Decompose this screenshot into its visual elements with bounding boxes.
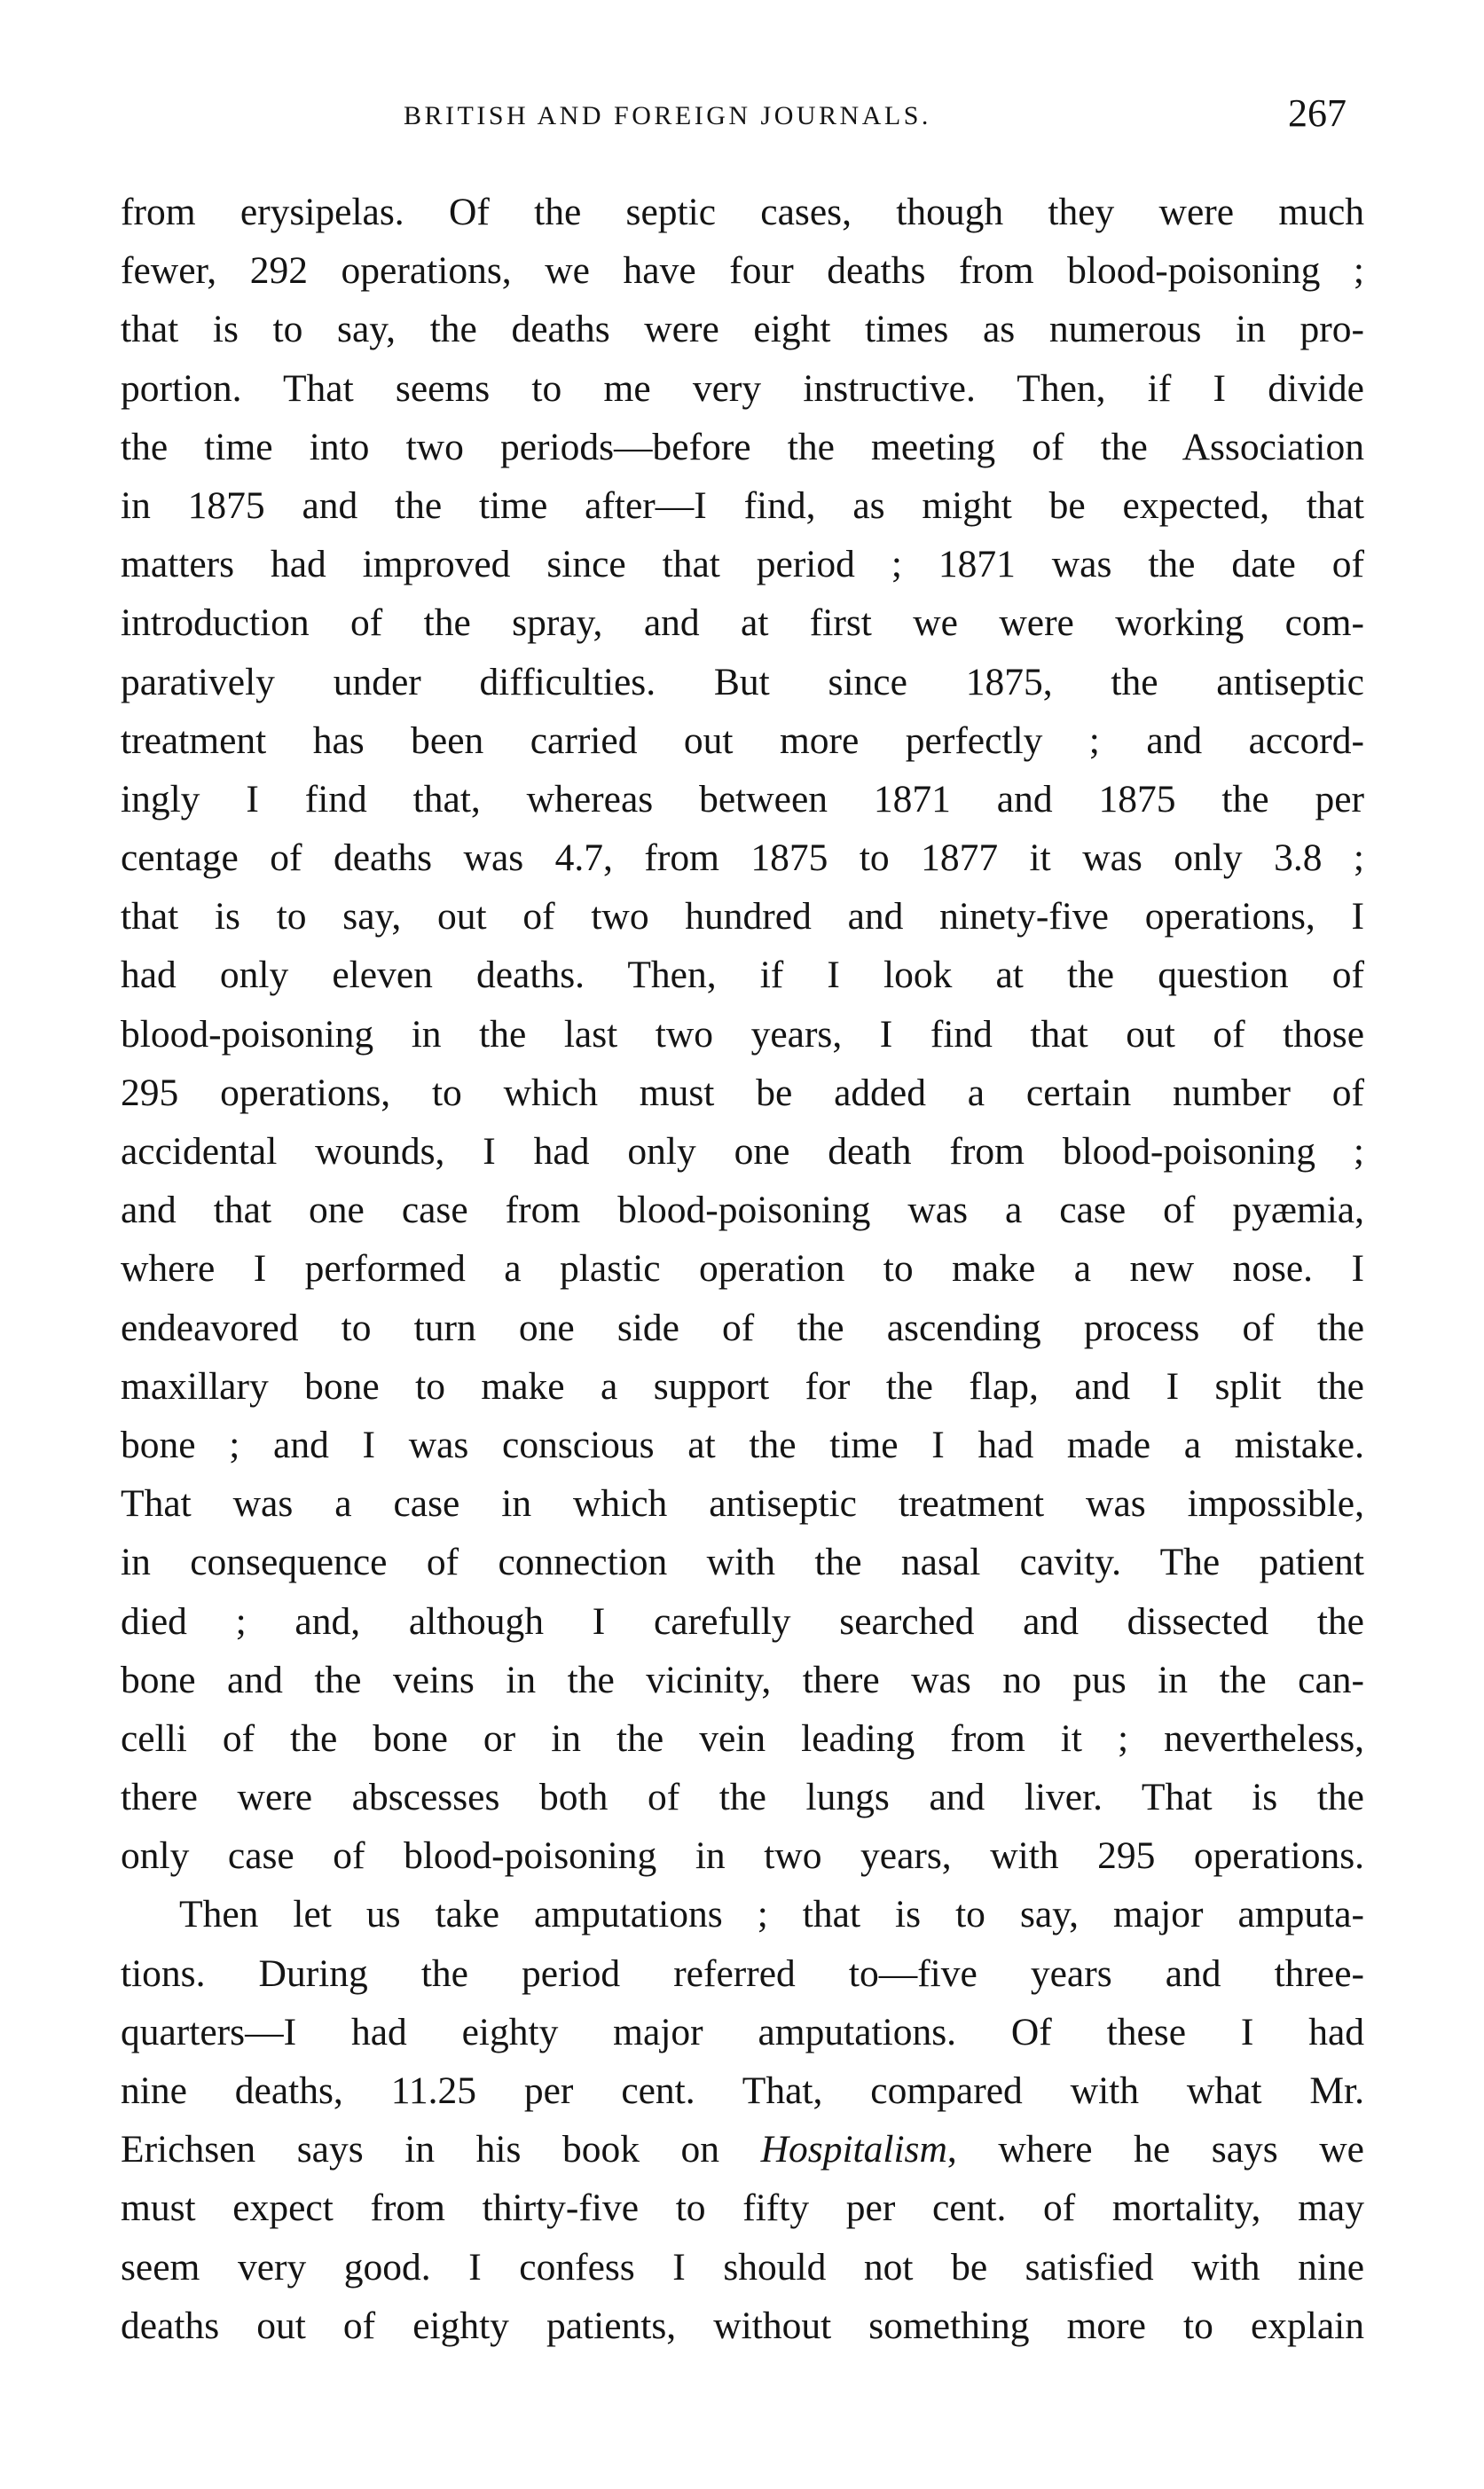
text-line: quarters—I had eighty major amputations. Of these I had [121,2010,1364,2053]
text-line: only case of blood-poisoning in two years, with 295 operations. [121,1834,1364,1878]
text-line: that is to say, the deaths were eight times as numerous in pro- [121,308,1364,351]
journal-title: BRITISH AND FOREIGN JOURNALS. [404,101,931,130]
text-line: where I performed a plastic operation to make a new nose. I [121,1247,1364,1291]
text-line: nine deaths, 11.25 per cent. That, compared with what Mr. [121,2069,1364,2112]
text-line: paratively under difficulties. But since 1875, the antiseptic [121,660,1364,703]
text-line-paragraph-start: Then let us take amputations ; that is to say, major amputa- [179,1893,1364,1936]
text-line: maxillary bone to make a support for the flap, and I split the [121,1364,1364,1408]
text-line: died ; and, although I carefully searched and dissected the [121,1599,1364,1643]
text-line: centage of deaths was 4.7, from 1875 to 1877 it was only 3.8 ; [121,836,1364,880]
text-line: from erysipelas. Of the septic cases, though they were much [121,191,1364,233]
text-line: ingly I find that, whereas between 1871 and 1875 the per [121,777,1364,821]
text-line: treatment has been carried out more perfectly ; and accord- [121,718,1364,762]
text-line: that is to say, out of two hundred and ninety-five operations, I [121,895,1364,938]
text-line: 295 operations, to which must be added a certain number of [121,1071,1364,1114]
text-line: celli of the bone or in the vein leading from it ; nevertheless, [121,1716,1364,1760]
text-line: deaths out of eighty patients, without something more to explain [121,2304,1364,2347]
running-header [0,91,1484,147]
book-title-italic: Hospitalism [760,2128,947,2171]
text-line: introduction of the spray, and at first we were working com- [121,601,1364,645]
text-line: accidental wounds, I had only one death from blood-poisoning ; [121,1130,1364,1173]
text-line: must expect from thirty-five to fifty per cent. of mortality, may [121,2187,1364,2230]
text-line: That was a case in which antiseptic treatment was impossible, [121,1482,1364,1526]
text-line: bone ; and I was conscious at the time I had made a mistake. [121,1423,1364,1466]
text-line: blood-poisoning in the last two years, I find that out of those [121,1012,1364,1056]
text-line: matters had improved since that period ; 1871 was the date of [121,543,1364,586]
text-line: the time into two periods—before the meeting of the Association [121,425,1364,468]
text-line: in 1875 and the time after—I find, as might be expected, that [121,483,1364,527]
text-line: Erichsen says in his book on Hospitalism, where he says we [121,2128,1364,2171]
text-line: fewer, 292 operations, we have four deaths from blood-poisoning ; [121,249,1364,293]
text-line: bone and the veins in the vicinity, there was no pus in the can- [121,1658,1364,1701]
body-paragraph [121,183,1364,2355]
page-number: 267 [1288,91,1347,135]
text-line: portion. That seems to me very instructive. Then, if I divide [121,366,1364,410]
text-line: had only eleven deaths. Then, if I look at the question of [121,954,1364,997]
text-line: and that one case from blood-poisoning was a case of pyæmia, [121,1189,1364,1232]
text-line: seem very good. I confess I should not be satisfied with nine [121,2245,1364,2289]
text-line: in consequence of connection with the nasal cavity. The patient [121,1541,1364,1584]
text-line: endeavored to turn one side of the ascending process of the [121,1306,1364,1349]
text-line: tions. During the period referred to—five years and three- [121,1951,1364,1995]
text-line: there were abscesses both of the lungs and liver. That is the [121,1776,1364,1819]
